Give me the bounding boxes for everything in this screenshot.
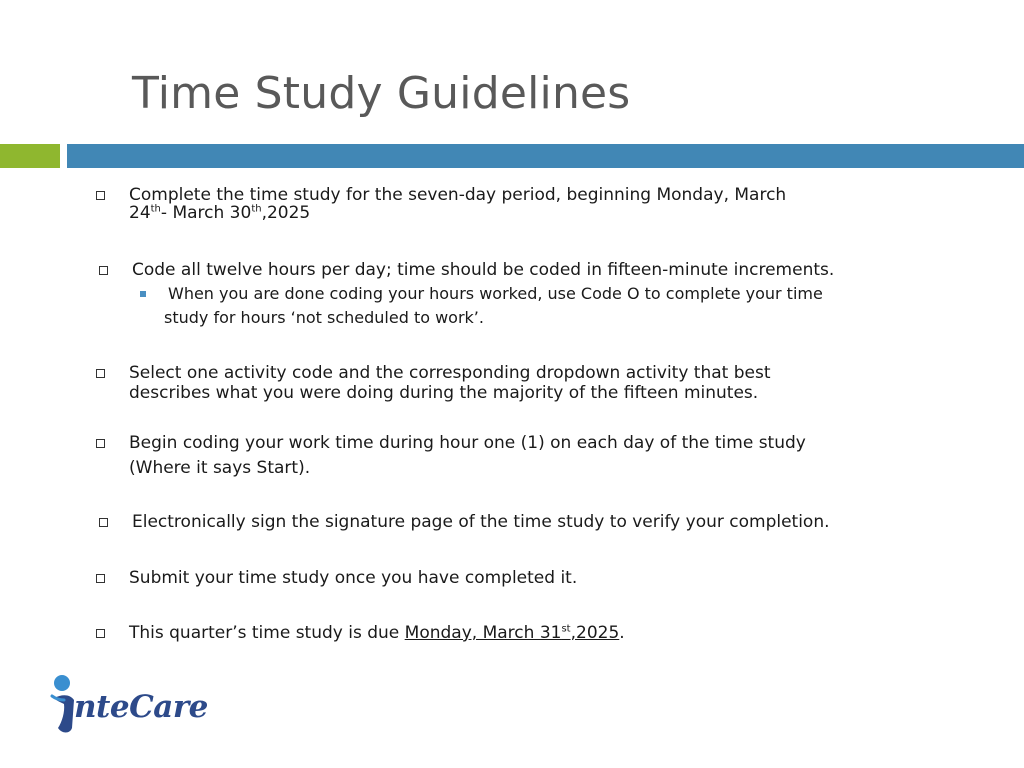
bullet-begin-coding — [129, 433, 806, 479]
sub-bullet-square-icon — [140, 291, 146, 297]
title-accent-blue-bar — [67, 144, 1024, 168]
bullet-due-date — [129, 623, 625, 644]
bullet-line — [129, 203, 786, 224]
bullet-submit-time-study — [129, 568, 577, 589]
person-i-icon — [52, 675, 74, 733]
bullet-line: Submit your time study once you have completed it. — [129, 568, 578, 588]
bullet-complete-time-study — [129, 185, 786, 224]
sub-bullet-code-o-continued — [164, 306, 484, 330]
ordinal-suffix: th — [251, 203, 262, 215]
sub-bullet-code-o — [168, 282, 823, 306]
bullet-line: (Where it says Start). — [129, 458, 311, 478]
bullet-line — [129, 623, 625, 644]
due-date-year: ,2025 — [570, 623, 620, 643]
ordinal-suffix: th — [150, 203, 161, 215]
bullet-box-icon — [96, 439, 105, 448]
bullet-box-icon — [99, 266, 108, 275]
logo-head-dot — [54, 675, 70, 691]
bullet-box-icon — [96, 191, 105, 200]
ordinal-suffix: st — [561, 623, 571, 635]
bullet-box-icon — [96, 369, 105, 378]
sub-bullet-line: study for hours ‘not scheduled to work’. — [164, 308, 484, 327]
bullet-line: Select one activity code and the corresponding dropdown activity that best — [129, 363, 771, 383]
bullet-text: ,2025 — [261, 203, 311, 223]
bullet-line: Code all twelve hours per day; time should be coded in fifteen-minute increments. — [132, 260, 835, 280]
bullet-code-twelve-hours — [132, 260, 834, 281]
logo-wordmark: nteCare — [74, 689, 208, 725]
bullet-line: Complete the time study for the seven-day period, beginning Monday, March — [129, 185, 787, 205]
title-accent-green-bar — [0, 144, 60, 168]
bullet-line: describes what you were doing during the majority of the fifteen minutes. — [129, 383, 759, 403]
sub-bullet-line: When you are done coding your hours worked, use Code O to complete your time — [168, 284, 823, 303]
bullet-box-icon — [96, 629, 105, 638]
bullet-line: Electronically sign the signature page of the time study to verify your completion. — [132, 512, 830, 532]
due-date — [405, 623, 620, 643]
bullet-line: Begin coding your work time during hour one (1) on each day of the time study — [129, 433, 806, 453]
bullet-text: 24 — [129, 203, 151, 223]
bullet-text: . — [619, 623, 625, 643]
bullet-box-icon — [99, 518, 108, 527]
bullet-select-activity-code — [129, 363, 771, 404]
bullet-text: This quarter’s time study is due — [129, 623, 405, 643]
bullet-electronically-sign — [132, 512, 830, 533]
due-date-text: Monday, March 31 — [404, 623, 562, 643]
slide-title: Time Study Guidelines — [132, 68, 631, 119]
bullet-text: - March 30 — [160, 203, 252, 223]
bullet-box-icon — [96, 574, 105, 583]
